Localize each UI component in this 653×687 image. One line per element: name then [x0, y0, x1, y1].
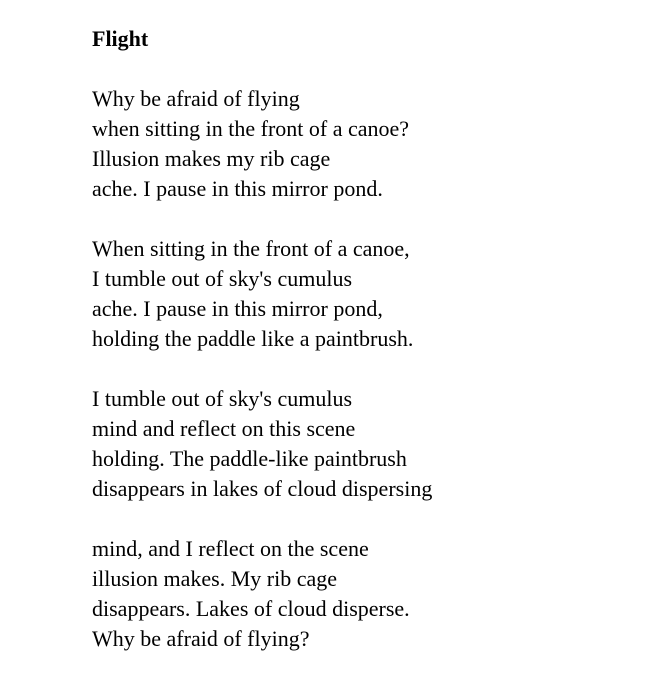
- poem-line: disappears. Lakes of cloud disperse.: [92, 596, 410, 621]
- poem-line: holding the paddle like a paintbrush.: [92, 326, 414, 351]
- poem-line: mind and reflect on this scene: [92, 416, 356, 441]
- poem-line: I tumble out of sky's cumulus: [92, 386, 353, 411]
- stanza-2: [92, 234, 632, 354]
- poem-line: I tumble out of sky's cumulus: [92, 266, 353, 291]
- poem: [92, 24, 632, 654]
- poem-line: Why be afraid of flying: [92, 86, 300, 111]
- stanza-3: [92, 384, 632, 504]
- stanza-1: [92, 84, 632, 204]
- poem-line: ache. I pause in this mirror pond,: [92, 296, 383, 321]
- poem-line: disappears in lakes of cloud dispersing: [92, 476, 433, 501]
- poem-line: When sitting in the front of a canoe,: [92, 236, 410, 261]
- stanza-4: [92, 534, 632, 654]
- poem-line: ache. I pause in this mirror pond.: [92, 176, 383, 201]
- poem-line: mind, and I reflect on the scene: [92, 536, 369, 561]
- poem-title: Flight: [92, 26, 149, 51]
- poem-line: holding. The paddle-like paintbrush: [92, 446, 407, 471]
- poem-line: Why be afraid of flying?: [92, 626, 310, 651]
- poem-line: illusion makes. My rib cage: [92, 566, 338, 591]
- poem-line: when sitting in the front of a canoe?: [92, 116, 410, 141]
- poem-line: Illusion makes my rib cage: [92, 146, 331, 171]
